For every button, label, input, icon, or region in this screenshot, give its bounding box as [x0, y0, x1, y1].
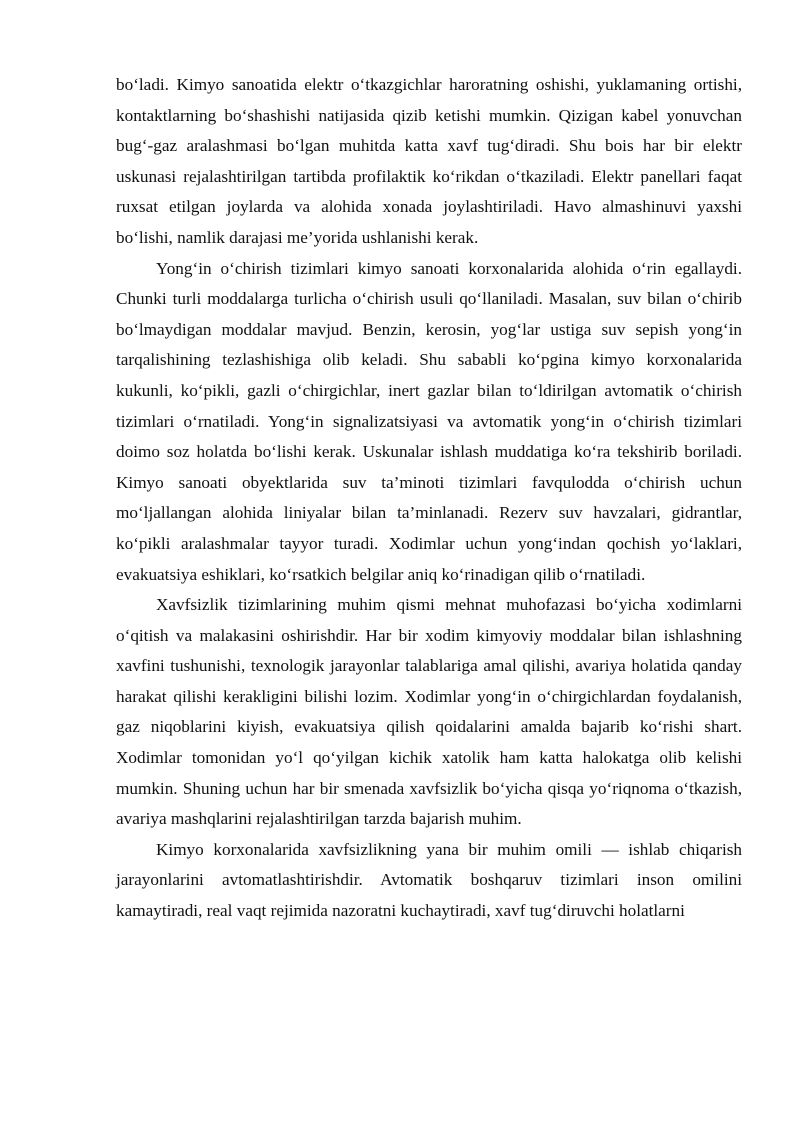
paragraph-fire-extinguishing: Yong‘in o‘chirish tizimlari kimyo sanoati korxonalarida alohida o‘rin egallaydi. Chunki turli moddalarga turlicha o‘chirish usuli qo‘llaniladi. Masalan, suv bilan o‘chirib bo‘lmaydigan moddalar mavjud. Benzin, kerosin, yog‘lar ustiga suv sepish yong‘in tarqalishining tezlashishiga olib keladi. Shu sababli ko‘pgina kimyo korxonalarida kukunli, ko‘pikli, gazli o‘chirgichlar, inert gazlar bilan to‘ldirilgan avtomatik o‘chirish tizimlari o‘rnatiladi. Yong‘in signalizatsiyasi va avtomatik yong‘in o‘chirish tizimlari doimo soz holatda bo‘lishi kerak. Uskunalar ishlash muddatiga ko‘ra tekshirib boriladi. Kimyo sanoati obyektlarida suv ta’minoti tizimlari favqulodda o‘chirish uchun mo‘ljallangan alohida liniyalar bilan ta’minlanadi. Rezerv suv havzalari, gidrantlar, ko‘pikli aralashmalar tayyor turadi. Xodimlar uchun yong‘indan qochish yo‘laklari, evakuatsiya eshiklari, ko‘rsatkich belgilar aniq ko‘rinadigan qilib o‘rnatiladi.	[116, 258, 742, 584]
paragraph-staff-training: Xavfsizlik tizimlarining muhim qismi mehnat muhofazasi bo‘yicha xodimlarni o‘qitish va malakasini oshirishdir. Har bir xodim kimyoviy moddalar bilan ishlashning xavfini tushunishi, texnologik jarayonlar talablariga amal qilishi, avariya holatida qanday harakat qilishi kerakligini bilishi lozim. Xodimlar yong‘in o‘chirgichlardan foydalanish, gaz niqoblarini kiyish, evakuatsiya qilish qoidalarini amalda bajarib ko‘rishi shart. Xodimlar tomonidan yo‘l qo‘yilgan kichik xatolik ham katta halokatga olib kelishi mumkin. Shuning uchun har bir smenada xavfsizlik bo‘yicha qisqa yo‘riqnoma o‘tkazish, avariya mashqlarini rejalashtirilgan tarzda bajarish muhim.	[116, 595, 742, 829]
paragraph-electrical-safety: bo‘ladi. Kimyo sanoatida elektr o‘tkazgichlar haroratning oshishi, yuklamaning ortishi, kontaktlarning bo‘shashishi natijasida qizib ketishi mumkin. Qizigan kabel yonuvchan bug‘-gaz aralashmasi bo‘lgan muhitda katta xavf tug‘diradi. Shu bois har bir elektr uskunasi rejalashtirilgan tartibda profilaktik ko‘rikdan o‘tkaziladi. Elektr panellari faqat ruxsat etilgan joylarda va alohida xonada joylashtiriladi. Havo almashinuvi yaxshi bo‘lishi, namlik darajasi me’yorida ushlanishi kerak.	[116, 75, 742, 247]
paragraph-automation: Kimyo korxonalarida xavfsizlikning yana bir muhim omili — ishlab chiqarish jarayonlarini avtomatlashtirishdir. Avtomatik boshqaruv tizimlari inson omilini kamaytiradi, real vaqt rejimida nazoratni kuchaytiradi, xavf tug‘diruvchi holatlarni	[116, 839, 742, 921]
document-page	[116, 70, 742, 927]
